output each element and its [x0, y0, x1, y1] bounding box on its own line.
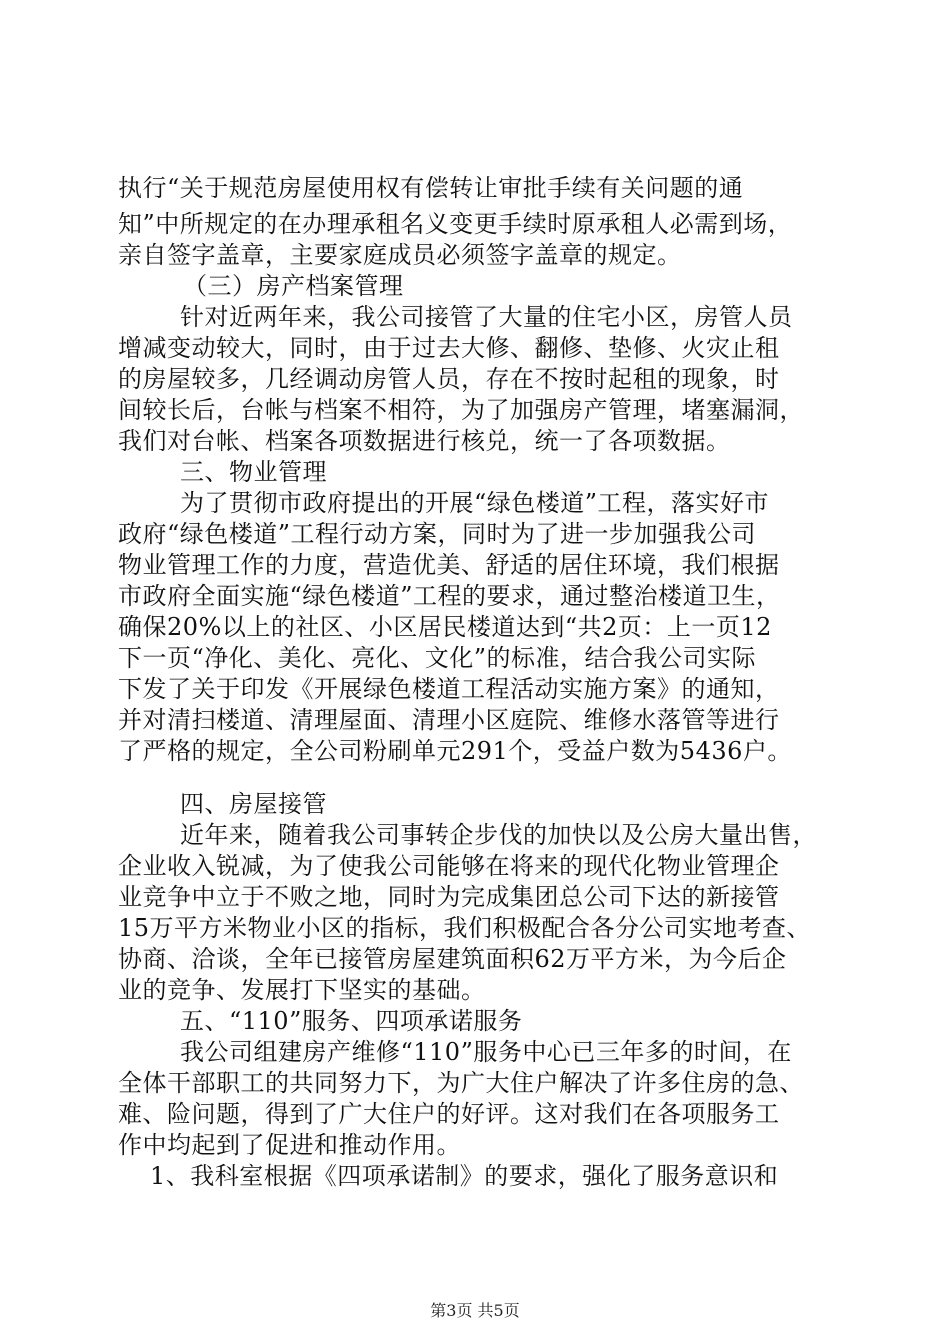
body-text-line: 我们对台帐、档案各项数据进行核兑，统一了各项数据。	[118, 427, 731, 455]
body-text-line: 全体干部职工的共同努力下，为广大住户解决了许多住房的急、	[118, 1069, 804, 1097]
paragraph-first-line: 针对近两年来，我公司接管了大量的住宅小区，房管人员	[180, 303, 793, 331]
body-text-line: 15万平方米物业小区的指标，我们积极配合各分公司实地考查、	[118, 914, 812, 942]
body-text-line: 作中均起到了促进和推动作用。	[118, 1131, 461, 1159]
body-text-line: 亲自签字盖章，主要家庭成员必须签字盖章的规定。	[118, 241, 682, 269]
section-heading: 三、物业管理	[180, 458, 327, 486]
body-text-line: 业的竞争、发展打下坚实的基础。	[118, 976, 486, 1004]
body-text-line: 确保20%以上的社区、小区居民楼道达到“共2页：上一页12	[118, 613, 772, 641]
body-text-line: 企业收入锐减，为了使我公司能够在将来的现代化物业管理企	[118, 852, 780, 880]
paragraph-first-line: 我公司组建房产维修“110”服务中心已三年多的时间，在	[180, 1038, 792, 1066]
section-heading: 四、房屋接管	[180, 790, 327, 818]
body-text-line: 下一页“净化、美化、亮化、文化”的标准，结合我公司实际	[118, 644, 757, 672]
body-text-line: 知”中所规定的在办理承租名义变更手续时原承租人必需到场，	[118, 210, 793, 238]
body-text-line: 协商、洽谈，全年已接管房屋建筑面积62万平方米，为今后企	[118, 945, 787, 973]
body-text-line: 难、险问题，得到了广大住户的好评。这对我们在各项服务工	[118, 1100, 780, 1128]
body-text-line: 政府“绿色楼道”工程行动方案，同时为了进一步加强我公司	[118, 520, 757, 548]
body-text-line: 执行“关于规范房屋使用权有偿转让审批手续有关问题的通	[118, 174, 744, 202]
paragraph-first-line: 近年来，随着我公司事转企步伐的加快以及公房大量出售，	[180, 821, 817, 849]
list-item-line: 1、我科室根据《四项承诺制》的要求，强化了服务意识和	[150, 1162, 779, 1190]
section-heading: （三）房产档案管理	[183, 272, 404, 300]
body-text-line: 的房屋较多，几经调动房管人员，存在不按时起租的现象，时	[118, 365, 780, 393]
body-text-line: 市政府全面实施“绿色楼道”工程的要求，通过整治楼道卫生，	[118, 582, 781, 610]
paragraph-first-line: 为了贯彻市政府提出的开展“绿色楼道”工程，落实好市	[180, 489, 770, 517]
body-text-line: 增减变动较大，同时，由于过去大修、翻修、垫修、火灾止租	[118, 334, 780, 362]
body-text-line: 下发了关于印发《开展绿色楼道工程活动实施方案》的通知，	[118, 675, 780, 703]
page-footer: 第3页 共5页	[430, 1301, 520, 1320]
section-heading: 五、“110”服务、四项承诺服务	[180, 1007, 523, 1035]
body-text-line: 业竞争中立于不败之地，同时为完成集团总公司下达的新接管	[118, 883, 780, 911]
body-text-line: 物业管理工作的力度，营造优美、舒适的居住环境，我们根据	[118, 551, 780, 579]
body-text-line: 间较长后，台帐与档案不相符，为了加强房产管理，堵塞漏洞，	[118, 396, 804, 424]
body-text-line: 了严格的规定，全公司粉刷单元291个，受益户数为5436户。	[118, 737, 792, 765]
body-text-line: 并对清扫楼道、清理屋面、清理小区庭院、维修水落管等进行	[118, 706, 780, 734]
